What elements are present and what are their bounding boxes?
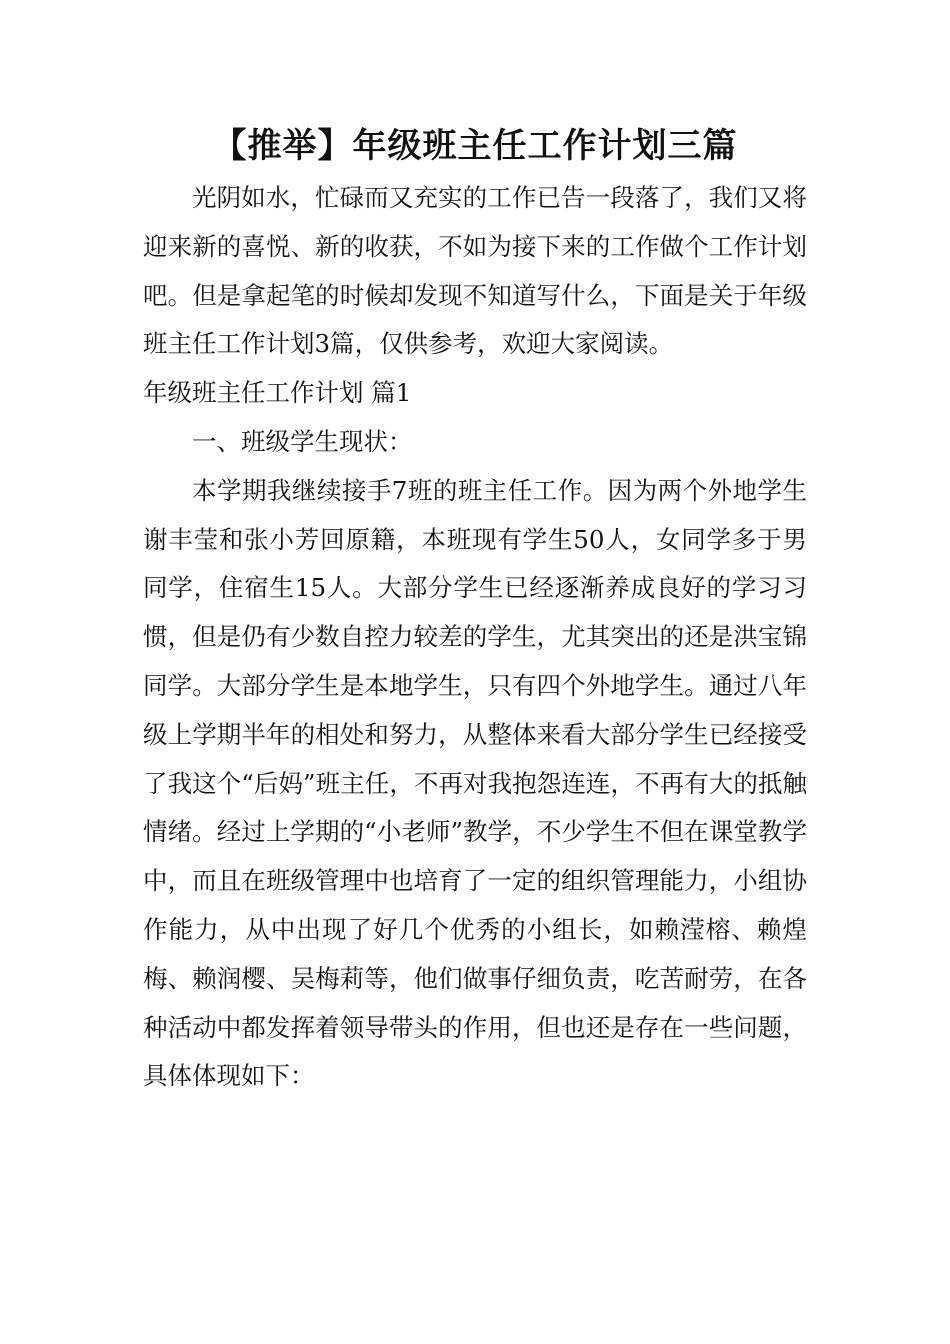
intro-paragraph: 光阴如水，忙碌而又充实的工作已告一段落了，我们又将迎来新的喜悦、新的收获，不如为接下来的工作做个工作计划吧。但是拿起笔的时候却发现不知道写什么，下面是关于年级班主任工作计划3篇，仅供参考，欢迎大家阅读。 <box>143 183 807 359</box>
document-body <box>143 174 807 1101</box>
subsection-heading: 一、班级学生现状： <box>192 426 413 456</box>
document-title: 【推举】年级班主任工作计划三篇 <box>212 126 738 166</box>
section-heading: 年级班主任工作计划 篇1 <box>143 378 412 408</box>
body-paragraph: 本学期我继续接手7班的班主任工作。因为两个外地学生谢丰莹和张小芳回原籍，本班现有学生50人，女同学多于男同学，住宿生15人。大部分学生已经逐渐养成良好的学习习惯，但是仍有少数自控力较差的学生，尤其突出的还是洪宝锦同学。大部分学生是本地学生，只有四个外地学生。通过八年级上学期半年的相处和努力，从整体来看大部分学生已经接受了我这个“后妈”班主任，不再对我抱怨连连，不再有大的抵触情绪。经过上学期的“小老师”教学，不少学生不但在课堂教学中，而且在班级管理中也培育了一定的组织管理能力，小组协作能力，从中出现了好几个优秀的小组长，如赖滢榕、赖煌梅、赖润樱、吴梅莉等，他们做事仔细负责，吃苦耐劳，在各种活动中都发挥着领导带头的作用，但也还是存在一些问题，具体体现如下： <box>143 475 807 1091</box>
